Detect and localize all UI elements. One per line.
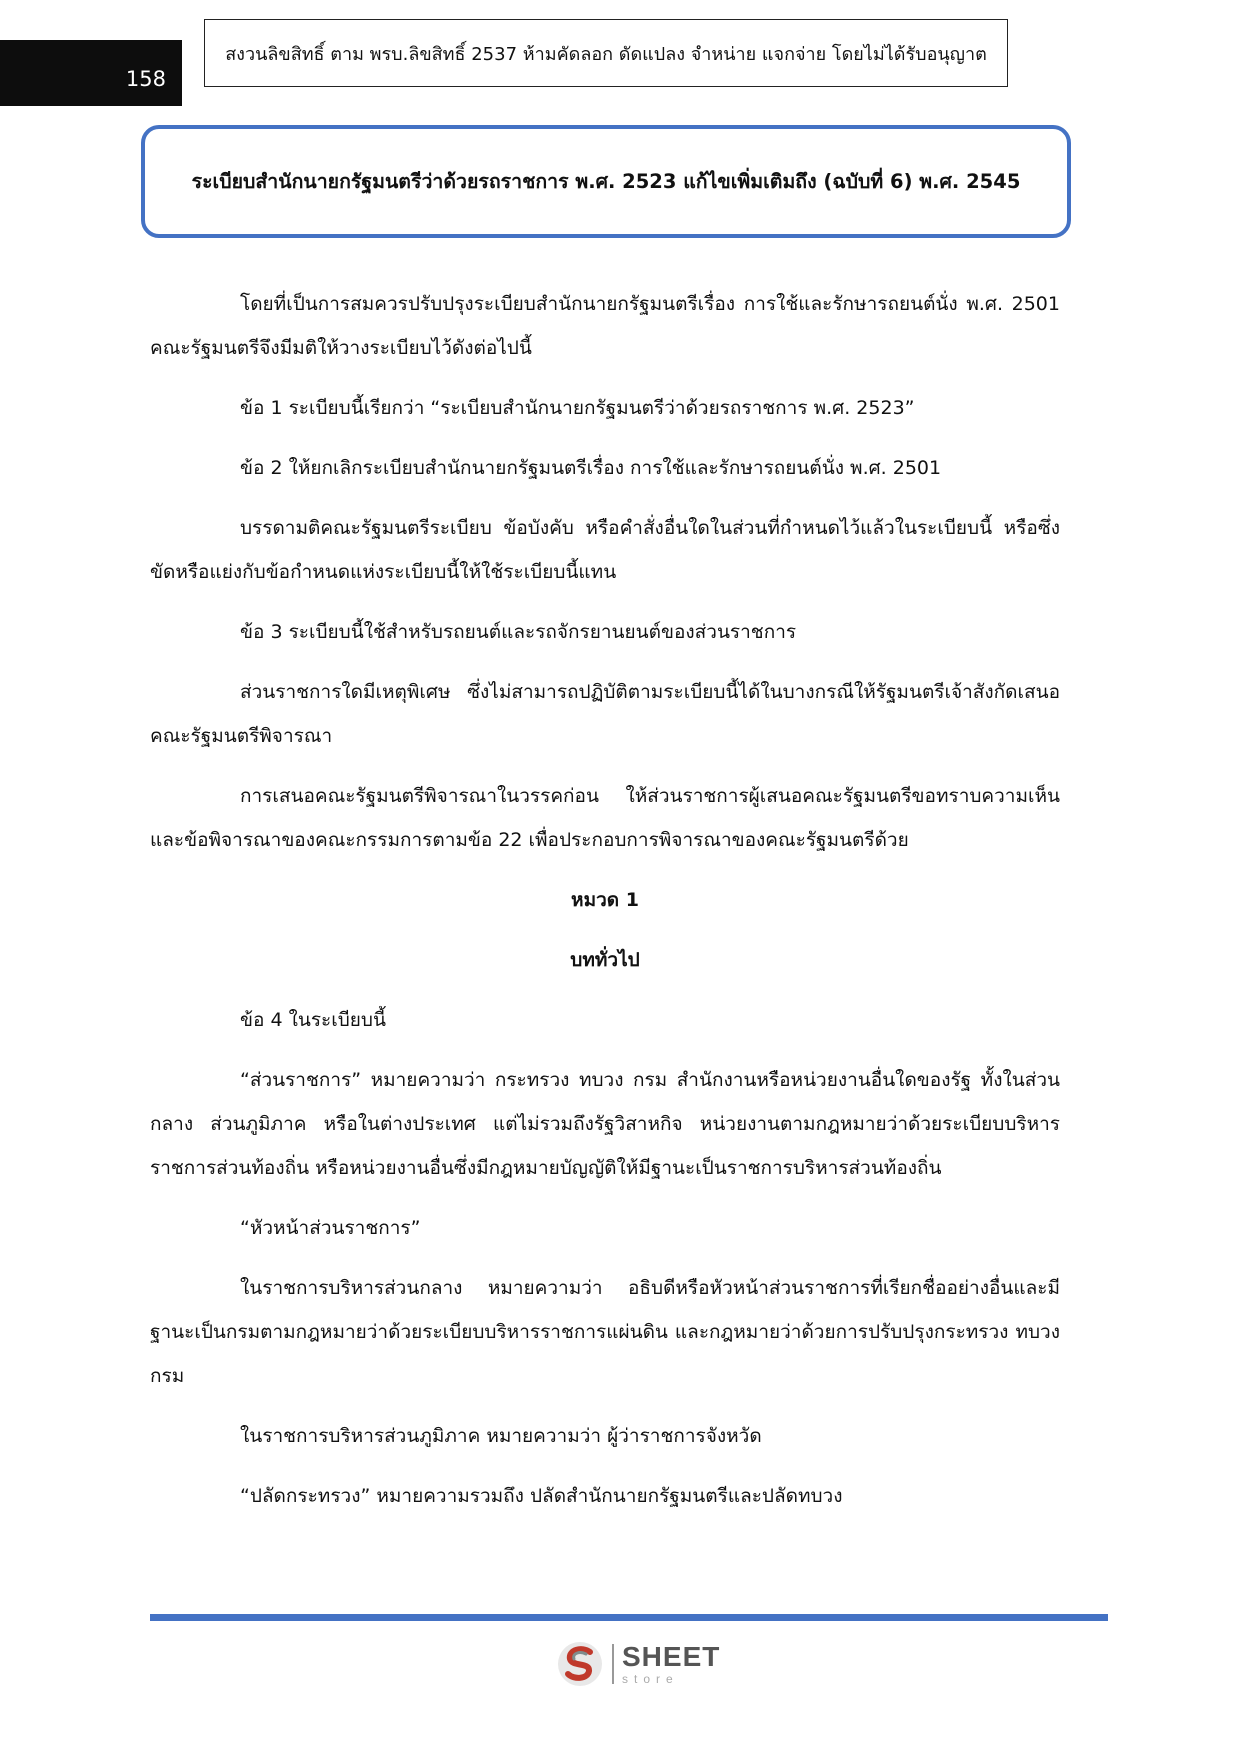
paragraph-clause-1: ข้อ 1 ระเบียบนี้เรียกว่า “ระเบียบสำนักนายกรัฐมนตรีว่าด้วยรถราชการ พ.ศ. 2523” bbox=[240, 397, 915, 419]
chapter-heading: หมวด 1 bbox=[571, 889, 639, 911]
sheet-store-s-logo-icon bbox=[556, 1640, 604, 1688]
document-title-box bbox=[141, 125, 1071, 238]
paragraph-preamble: โดยที่เป็นการสมควรปรับปรุงระเบียบสำนักนายกรัฐมนตรีเรื่อง การใช้และรักษารถยนต์นั่ง พ.ศ. 2501 คณะรัฐมนตรีจึงมีมติให้วางระเบียบไว้ดังต่อไปนี้ bbox=[150, 293, 1060, 359]
logo-subtext: store bbox=[622, 1672, 679, 1686]
paragraph-clause-3-sub-1: ส่วนราชการใดมีเหตุพิเศษ ซึ่งไม่สามารถปฏิบัติตามระเบียบนี้ได้ในบางกรณีให้รัฐมนตรีเจ้าสังกัดเสนอคณะรัฐมนตรีพิจารณา bbox=[150, 681, 1060, 747]
paragraph-definition-head: “หัวหน้าส่วนราชการ” bbox=[240, 1217, 421, 1239]
page-number: 158 bbox=[125, 67, 166, 91]
paragraph-clause-2: ข้อ 2 ให้ยกเลิกระเบียบสำนักนายกรัฐมนตรีเรื่อง การใช้และรักษารถยนต์นั่ง พ.ศ. 2501 bbox=[240, 457, 942, 479]
paragraph-clause-3-sub-2: การเสนอคณะรัฐมนตรีพิจารณาในวรรคก่อน ให้ส่วนราชการผู้เสนอคณะรัฐมนตรีขอทราบความเห็น และข้อพิจารณาของคณะกรรมการตามข้อ 22 เพื่อประกอบการพิจารณาของคณะรัฐมนตรีด้วย bbox=[150, 785, 1060, 851]
paragraph-clause-4: ข้อ 4 ในระเบียบนี้ bbox=[240, 1009, 386, 1031]
paragraph-definition-head-regional: ในราชการบริหารส่วนภูมิภาค หมายความว่า ผู้ว่าราชการจังหวัด bbox=[240, 1425, 762, 1447]
chapter-title: บททั่วไป bbox=[570, 949, 640, 971]
logo-divider bbox=[612, 1644, 614, 1684]
paragraph-definition-agency: “ส่วนราชการ” หมายความว่า กระทรวง ทบวง กรม สำนักงานหรือหน่วยงานอื่นใดของรัฐ ทั้งในส่วนกลาง ส่วนภูมิภาค หรือในต่างประเทศ แต่ไม่รวมถึงรัฐวิสาหกิจ หน่วยงานตามกฎหมายว่าด้วยระเบียบบริหารราชการส่วนท้องถิ่น หรือหน่วยงานอื่นซึ่งมีกฎหมายบัญญัติให้มีฐานะเป็นราชการบริหารส่วนท้องถิ่น bbox=[150, 1069, 1060, 1179]
paragraph-definition-permanent-secretary: “ปลัดกระทรวง” หมายความรวมถึง ปลัดสำนักนายกรัฐมนตรีและปลัดทบวง bbox=[240, 1485, 843, 1507]
paragraph-definition-head-central: ในราชการบริหารส่วนกลาง หมายความว่า อธิบดีหรือหัวหน้าส่วนราชการที่เรียกชื่ออย่างอื่นและมีฐานะเป็นกรมตามกฎหมายว่าด้วยระเบียบบริหารราชการแผ่นดิน และกฎหมายว่าด้วยการปรับปรุงกระทรวง ทบวง กรม bbox=[150, 1277, 1060, 1387]
page-number-tab bbox=[0, 40, 182, 106]
document-body bbox=[150, 282, 1060, 1534]
paragraph-clause-3: ข้อ 3 ระเบียบนี้ใช้สำหรับรถยนต์และรถจักรยานยนต์ของส่วนราชการ bbox=[240, 621, 797, 643]
paragraph-clause-2-sub: บรรดามติคณะรัฐมนตรีระเบียบ ข้อบังคับ หรือคำสั่งอื่นใดในส่วนที่กำหนดไว้แล้วในระเบียบนี้ หรือซึ่งขัดหรือแย่งกับข้อกำหนดแห่งระเบียบนี้ให้ใช้ระเบียบนี้แทน bbox=[150, 517, 1060, 583]
document-title: ระเบียบสำนักนายกรัฐมนตรีว่าด้วยรถราชการ พ.ศ. 2523 แก้ไขเพิ่มเติมถึง (ฉบับที่ 6) พ.ศ. 2545 bbox=[191, 170, 1021, 193]
logo-text: SHEET bbox=[622, 1641, 721, 1672]
copyright-notice: สงวนลิขสิทธิ์ ตาม พรบ.ลิขสิทธิ์ 2537 ห้ามคัดลอก ดัดแปลง จำหน่าย แจกจ่าย โดยไม่ได้รับอนุญาต bbox=[225, 43, 987, 65]
sheet-store-logo bbox=[556, 1638, 720, 1690]
logo-wordmark bbox=[622, 1643, 720, 1685]
copyright-notice-box bbox=[204, 19, 1008, 87]
footer-divider bbox=[150, 1614, 1108, 1621]
